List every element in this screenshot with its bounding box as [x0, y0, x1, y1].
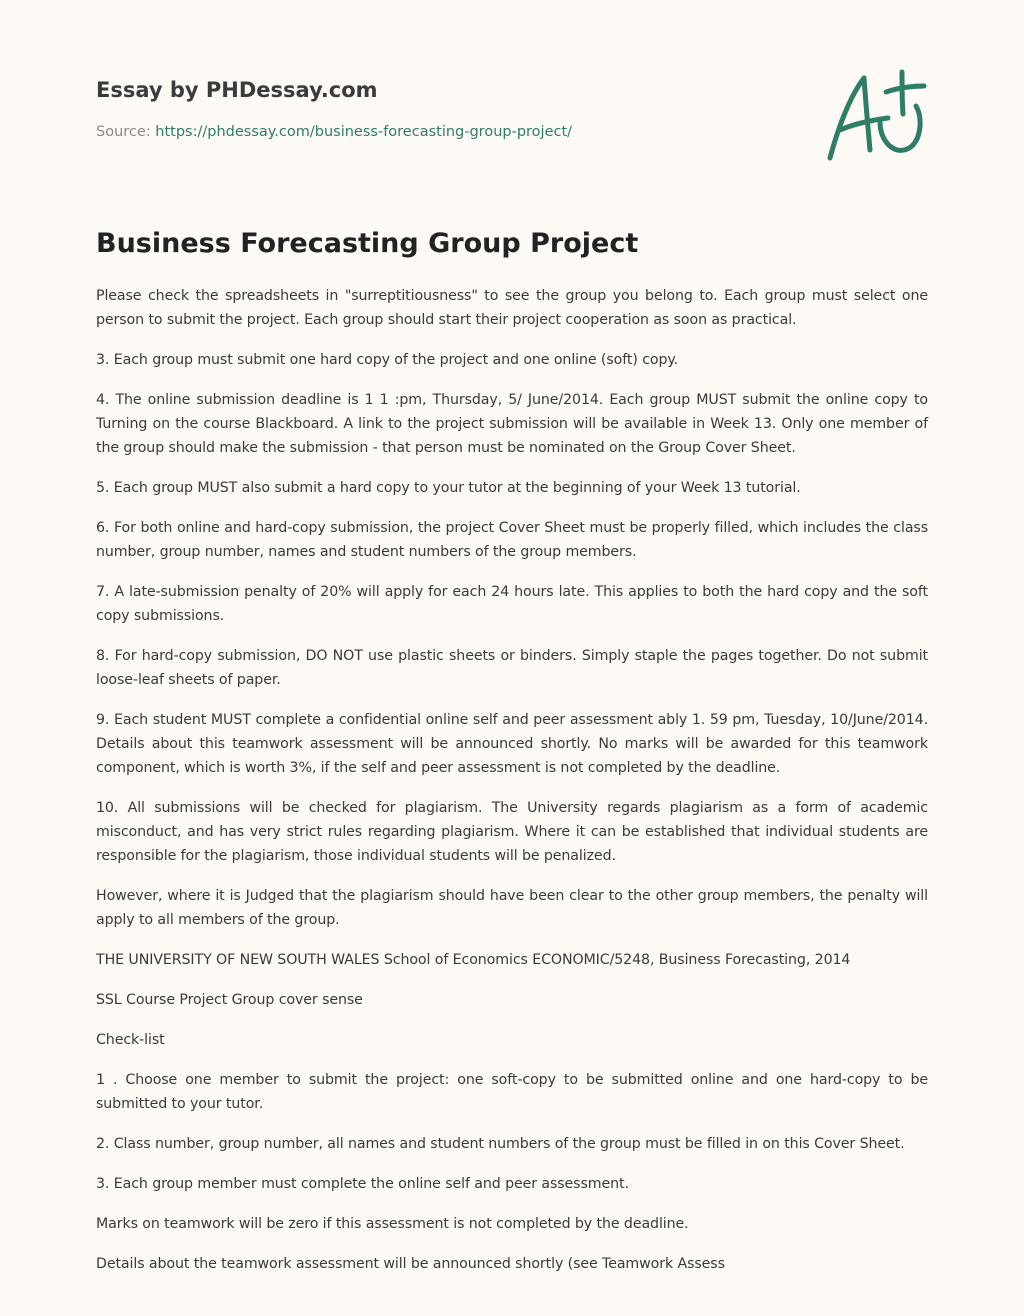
paragraph: 8. For hard-copy submission, DO NOT use plastic sheets or binders. Simply staple the pages together. Do not submit loose-leaf sheets of paper. [96, 648, 928, 688]
paragraph: Check-list [96, 1032, 165, 1048]
paragraph: Please check the spreadsheets in "surreptitiousness" to see the group you belong to. Each group must select one person to submit the project. Each group should start their project cooperation as soon as practical. [96, 288, 928, 328]
paragraph: Details about the teamwork assessment will be announced shortly (see Teamwork Assess [96, 1256, 725, 1272]
paragraph: 3. Each group member must complete the online self and peer assessment. [96, 1176, 629, 1192]
site-title: Essay by PHDessay.com [96, 78, 378, 102]
paragraph: 5. Each group MUST also submit a hard copy to your tutor at the beginning of your Week 13 tutorial. [96, 480, 801, 496]
a-plus-logo [820, 66, 932, 166]
paragraph: THE UNIVERSITY OF NEW SOUTH WALES School of Economics ECONOMIC/5248, Business Forecasting, 2014 [96, 952, 851, 968]
paragraph: However, where it is Judged that the plagiarism should have been clear to the other group members, the penalty will apply to all members of the group. [96, 888, 928, 928]
document-body [96, 284, 928, 1292]
paragraph: 4. The online submission deadline is 1 1 :pm, Thursday, 5/ June/2014. Each group MUST submit the online copy to Turning on the course Blackboard. A link to the project submission will be available in Week 13. Only one member of the group should make the submission - that person must be nominated on the Group Cover Sheet. [96, 392, 928, 456]
paragraph: 6. For both online and hard-copy submission, the project Cover Sheet must be properly filled, which includes the class number, group number, names and student numbers of the group members. [96, 520, 928, 560]
document-title: Business Forecasting Group Project [96, 228, 639, 259]
source-label: Source: [96, 124, 151, 140]
source-line [96, 122, 796, 142]
paragraph: 3. Each group must submit one hard copy of the project and one online (soft) copy. [96, 352, 679, 368]
paragraph: 9. Each student MUST complete a confidential online self and peer assessment ably 1. 59 pm, Tuesday, 10/June/2014. Details about this teamwork assessment will be announced shortly. No marks will be awarded for this teamwork component, which is worth 3%, if the self and peer assessment is not completed by the deadline. [96, 712, 928, 776]
a-plus-logo-icon [820, 66, 932, 166]
paragraph: 2. Class number, group number, all names and student numbers of the group must be filled in on this Cover Sheet. [96, 1136, 905, 1152]
header [96, 76, 796, 142]
paragraph: Marks on teamwork will be zero if this assessment is not completed by the deadline. [96, 1216, 689, 1232]
paragraph: 1 . Choose one member to submit the project: one soft-copy to be submitted online and one hard-copy to be submitted to your tutor. [96, 1072, 928, 1112]
paragraph: SSL Course Project Group cover sense [96, 992, 363, 1008]
source-link[interactable]: https://phdessay.com/business-forecasting-group-project/ [155, 124, 573, 140]
paragraph: 10. All submissions will be checked for plagiarism. The University regards plagiarism as a form of academic misconduct, and has very strict rules regarding plagiarism. Where it can be established that individual students are responsible for the plagiarism, those individual students will be penalized. [96, 800, 928, 864]
paragraph: 7. A late-submission penalty of 20% will apply for each 24 hours late. This applies to both the hard copy and the soft copy submissions. [96, 584, 928, 624]
